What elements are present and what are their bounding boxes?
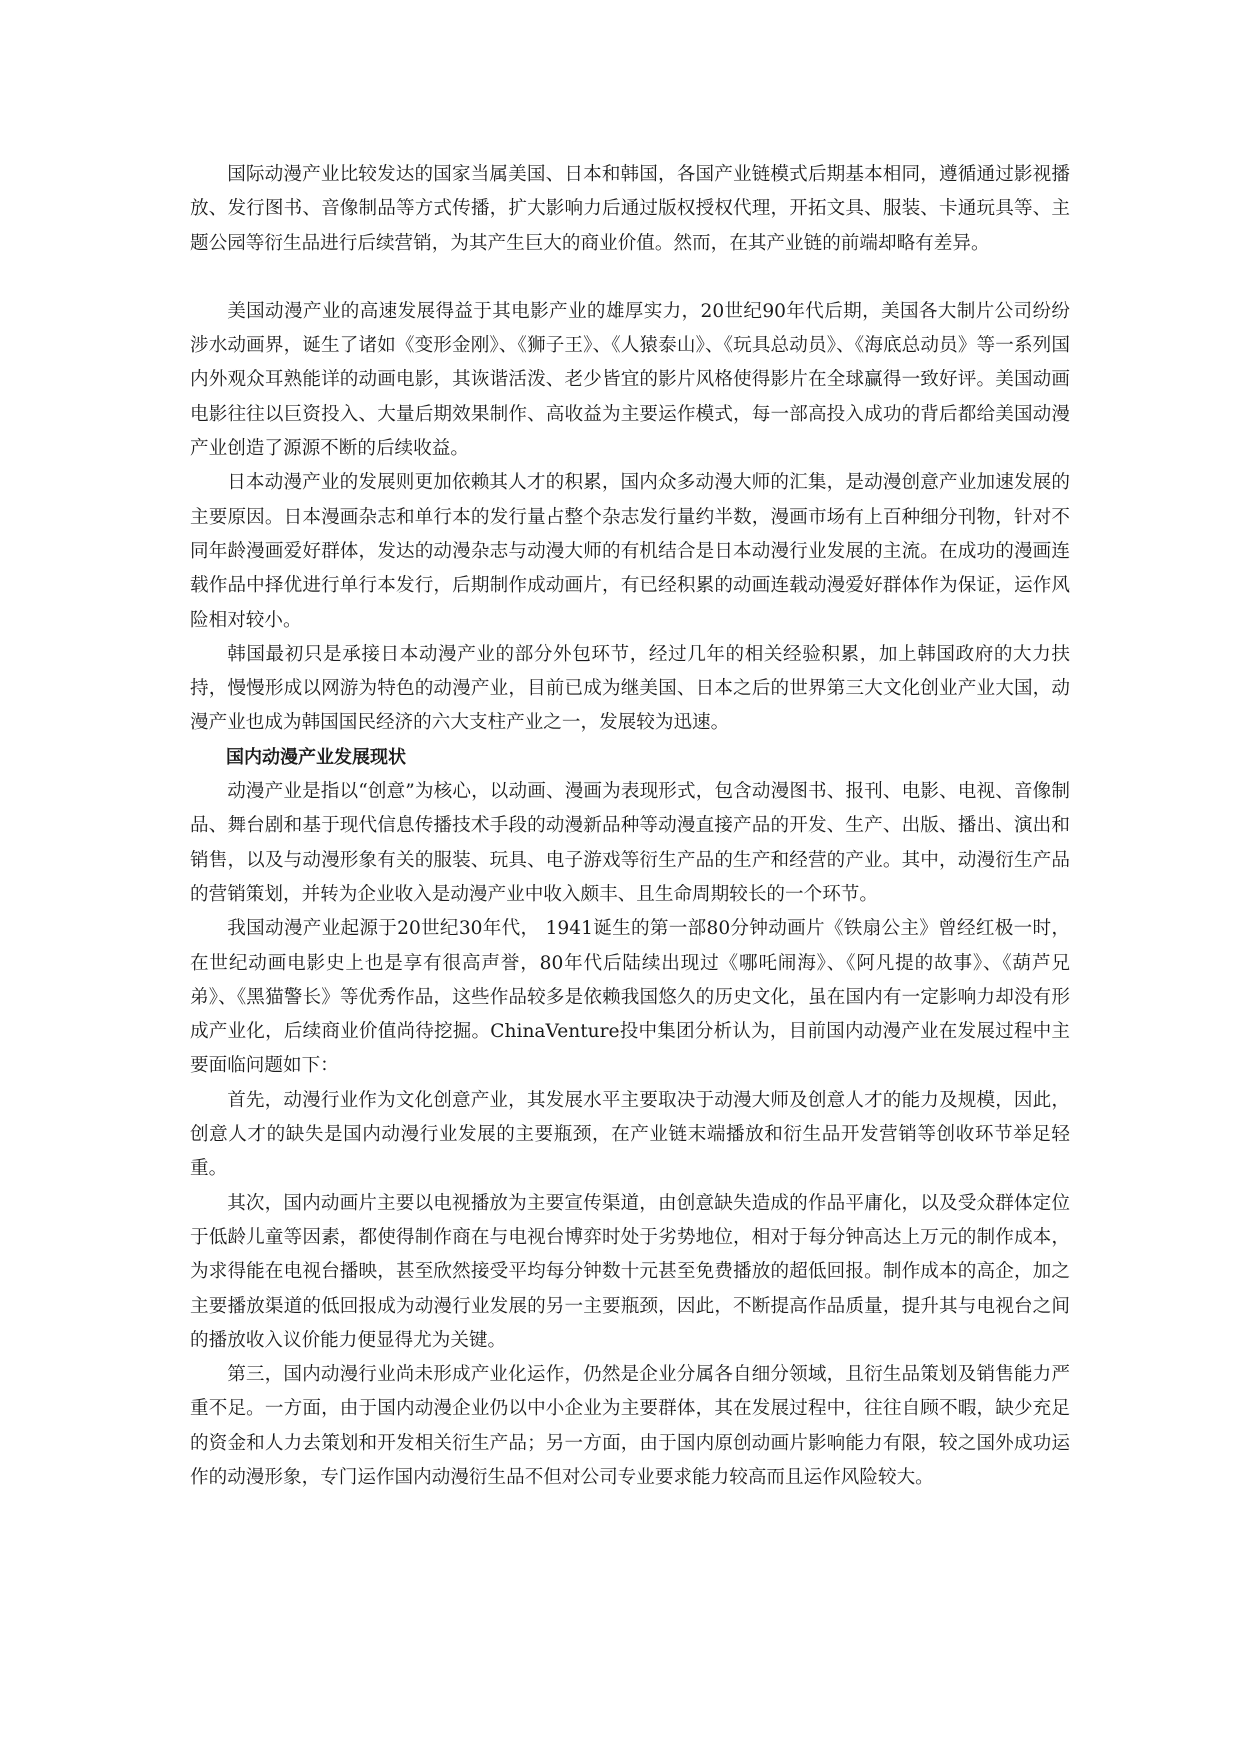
- paragraph-issue-third: 第三，国内动漫行业尚未形成产业化运作，仍然是企业分属各自细分领域，且衍生品策划及销售能力严重不足。一方面，由于国内动漫企业仍以中小企业为主要群体，其在发展过程中，往往自顾不暇，缺少充足的资金和人力去策划和开发相关衍生产品；另一方面，由于国内原创动画片影响能力有限，较之国外成功运作的动漫形象，专门运作国内动漫衍生品不但对公司专业要求能力较高而且运作风险较大。: [190, 1364, 1070, 1488]
- document-page: [190, 158, 1070, 1495]
- section-heading: 国内动漫产业发展现状: [226, 746, 406, 768]
- paragraph-china-history: 我国动漫产业起源于20世纪30年代， 1941诞生的第一部80分钟动画片《铁扇公主》曾经红极一时，在世纪动画电影史上也是享有很高声誉，80年代后陆续出现过《哪吒闹海》、《阿凡提的故事》、《葫芦兄弟》、《黑猫警长》等优秀作品，这些作品较多是依赖我国悠久的历史文化，虽在国内有一定影响力却没有形成产业化，后续商业价值尚待挖掘。ChinaVenture投中集团分析认为，目前国内动漫产业在发展过程中主要面临问题如下：: [190, 918, 1070, 1077]
- paragraph-intl-overview: 国际动漫产业比较发达的国家当属美国、日本和韩国，各国产业链模式后期基本相同，遵循通过影视播放、发行图书、音像制品等方式传播，扩大影响力后通过版权授权代理，开拓文具、服装、卡通玩具等、主题公园等衍生品进行后续营销，为其产生巨大的商业价值。然而，在其产业链的前端却略有差异。: [190, 164, 1070, 254]
- paragraph-usa: 美国动漫产业的高速发展得益于其电影产业的雄厚实力，20世纪90年代后期，美国各大制片公司纷纷涉水动画界，诞生了诸如《变形金刚》、《狮子王》、《人猿泰山》、《玩具总动员》、《海底总动员》等一系列国内外观众耳熟能详的动画电影，其诙谐活泼、老少皆宜的影片风格使得影片在全球赢得一致好评。美国动画电影往往以巨资投入、大量后期效果制作、高收益为主要运作模式，每一部高投入成功的背后都给美国动漫产业创造了源源不断的后续收益。: [190, 300, 1070, 460]
- paragraph-issue-first: 首先，动漫行业作为文化创意产业，其发展水平主要取决于动漫大师及创意人才的能力及规模，因此，创意人才的缺失是国内动漫行业发展的主要瓶颈，在产业链末端播放和衍生品开发营销等创收环节举足轻重。: [190, 1089, 1070, 1180]
- paragraph-issue-second: 其次，国内动画片主要以电视播放为主要宣传渠道，由创意缺失造成的作品平庸化，以及受众群体定位于低龄儿童等因素，都使得制作商在与电视台博弈时处于劣势地位，相对于每分钟高达上万元的制作成本，为求得能在电视台播映，甚至欣然接受平均每分钟数十元甚至免费播放的超低回报。制作成本的高企，加之主要播放渠道的低回报成为动漫行业发展的另一主要瓶颈，因此，不断提高作品质量，提升其与电视台之间的播放收入议价能力便显得尤为关键。: [190, 1192, 1070, 1351]
- paragraph-gap: [190, 261, 1070, 295]
- paragraph-japan: 日本动漫产业的发展则更加依赖其人才的积累，国内众多动漫大师的汇集，是动漫创意产业加速发展的主要原因。日本漫画杂志和单行本的发行量占整个杂志发行量约半数，漫画市场有上百种细分刊物，针对不同年龄漫画爱好群体，发达的动漫杂志与动漫大师的有机结合是日本动漫行业发展的主流。在成功的漫画连载作品中择优进行单行本发行，后期制作成动画片，有已经积累的动画连载动漫爱好群体作为保证，运作风险相对较小。: [190, 472, 1070, 631]
- paragraph-korea: 韩国最初只是承接日本动漫产业的部分外包环节，经过几年的相关经验积累，加上韩国政府的大力扶持，慢慢形成以网游为特色的动漫产业，目前已成为继美国、日本之后的世界第三大文化创业产业大国，动漫产业也成为韩国国民经济的六大支柱产业之一，发展较为迅速。: [190, 643, 1070, 734]
- paragraph-definition: 动漫产业是指以“创意”为核心，以动画、漫画为表现形式，包含动漫图书、报刊、电影、电视、音像制品、舞台剧和基于现代信息传播技术手段的动漫新品种等动漫直接产品的开发、生产、出版、播出、演出和销售，以及与动漫形象有关的服装、玩具、电子游戏等衍生产品的生产和经营的产业。其中，动漫衍生产品的营销策划，并转为企业收入是动漫产业中收入颇丰、且生命周期较长的一个环节。: [190, 781, 1070, 905]
